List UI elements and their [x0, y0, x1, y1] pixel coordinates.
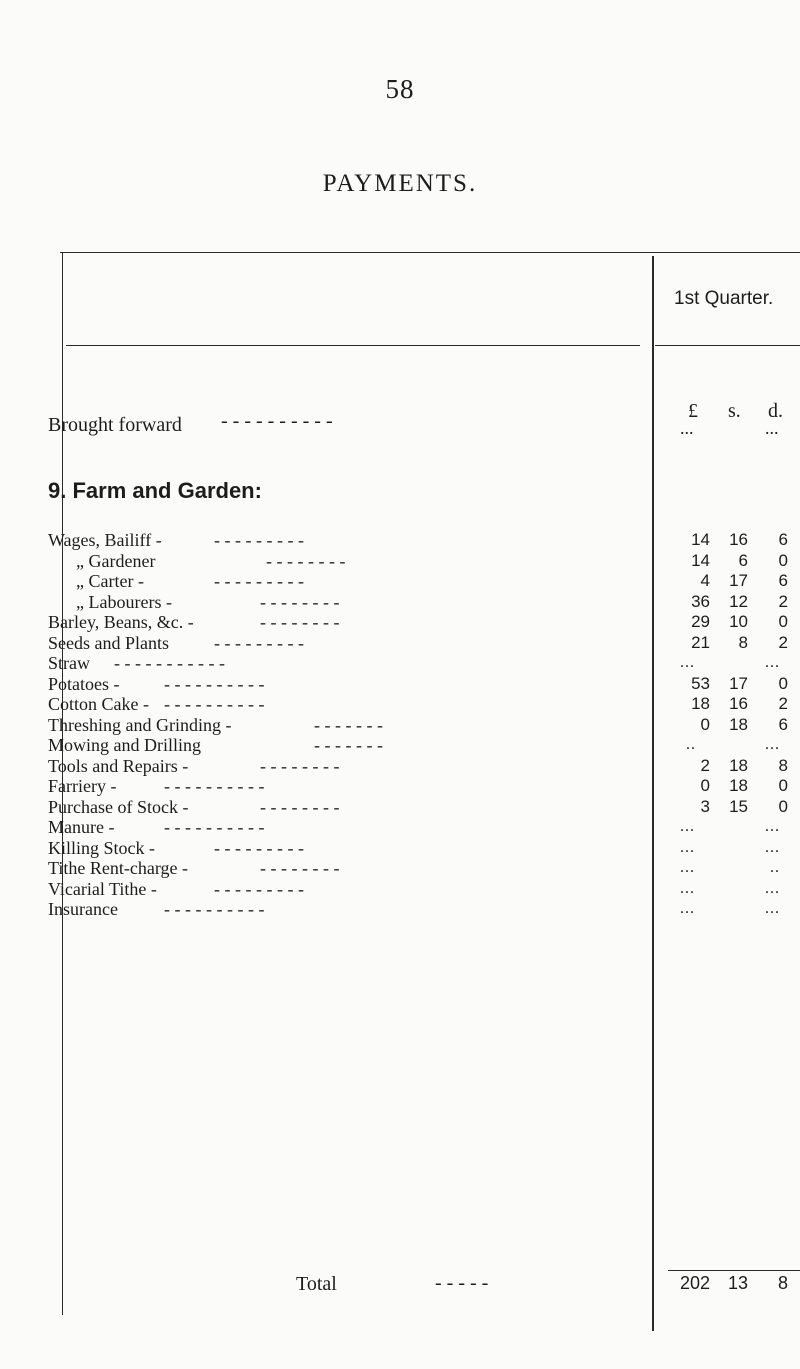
pounds-value: ... — [680, 879, 695, 897]
pence-value: 6 — [778, 530, 788, 549]
item-label: Purchase of Stock - — [48, 796, 189, 817]
table-row — [0, 797, 800, 818]
total-pence: 8 — [777, 1273, 788, 1293]
leader-dashes: - - - - - - - - - - - — [114, 653, 225, 673]
item-label: Farriery - — [48, 776, 117, 796]
shillings-value: 17 — [729, 571, 748, 590]
leader-dashes: - - - - - - - - - — [214, 878, 304, 899]
shillings-value: 16 — [729, 694, 748, 713]
table-row — [0, 694, 800, 715]
pence-value: 6 — [778, 571, 788, 590]
table-row — [0, 530, 800, 551]
page-number: 58 — [385, 74, 415, 104]
table-row — [0, 817, 800, 838]
pence-value: .. — [770, 859, 780, 876]
item-label: Insurance — [48, 899, 118, 919]
pounds-value: 21 — [691, 632, 710, 652]
item-label: Wages, Bailiff - — [48, 530, 162, 550]
leader-dashes: - - - - - - - - — [260, 755, 340, 776]
leader-dashes: - - - - - - - — [314, 714, 383, 735]
total-leader: - - - - - — [435, 1272, 489, 1294]
table-row — [0, 735, 800, 756]
leader-dashes: - - - - - - - - - - — [164, 899, 265, 919]
table-row — [0, 653, 800, 674]
item-label: Straw — [48, 653, 90, 673]
item-label: Tithe Rent-charge - — [48, 858, 188, 878]
item-label: Mowing and Drilling — [48, 735, 201, 755]
leader-dashes: - - - - - - - - - - — [164, 694, 265, 714]
pence-value: 0 — [778, 550, 788, 570]
table-row — [0, 633, 800, 654]
pounds-value: 4 — [700, 571, 710, 590]
payment-items — [0, 530, 800, 920]
item-label: Manure - — [48, 817, 115, 837]
brought-forward-label: Brought forward — [48, 414, 182, 436]
pence-value: ... — [765, 838, 780, 856]
leader-dashes: - - - - - - - - — [260, 796, 340, 817]
pence-value: ... — [765, 736, 780, 753]
pence-value: ... — [765, 900, 780, 917]
pounds-value: 29 — [691, 612, 710, 631]
pence-value: ... — [765, 654, 780, 671]
item-label: Vicarial Tithe - — [48, 878, 157, 899]
total-pounds: 202 — [679, 1273, 710, 1293]
brought-forward-leader: - - - - - - - - - - — [221, 410, 333, 432]
pence-value: 2 — [778, 591, 788, 611]
pence-unit: d. — [768, 400, 783, 422]
shillings-value: 6 — [738, 550, 748, 570]
pounds-value: 36 — [691, 591, 710, 611]
leader-dashes: - - - - - - - - — [266, 550, 346, 571]
total-shillings: 13 — [727, 1273, 748, 1293]
pence-value: 0 — [778, 612, 788, 631]
pence-value: 0 — [778, 673, 788, 693]
pence-value: 2 — [778, 694, 788, 713]
table-row — [0, 756, 800, 777]
pounds-value: 53 — [691, 673, 710, 693]
pence-value: ... — [765, 879, 780, 897]
table-row — [0, 838, 800, 859]
shillings-value: 17 — [729, 673, 748, 693]
item-label: „ Labourers - — [76, 591, 172, 612]
pounds-value: ... — [680, 900, 695, 917]
leader-dashes: - - - - - - - - - — [214, 632, 304, 653]
header-rule-right — [655, 345, 800, 346]
table-row — [0, 571, 800, 592]
leader-dashes: - - - - - - - - - - — [164, 776, 265, 796]
leader-dashes: - - - - - - - - - — [214, 837, 304, 858]
pounds-value: 14 — [691, 530, 710, 549]
table-row — [0, 551, 800, 572]
pounds-value: 2 — [700, 755, 710, 775]
table-row — [0, 879, 800, 900]
pounds-value: 18 — [691, 694, 710, 713]
leader-dashes: - - - - - - - — [314, 735, 383, 755]
leader-dashes: - - - - - - - - - — [214, 571, 304, 591]
shillings-value: 16 — [729, 530, 748, 549]
shillings-value: 12 — [729, 591, 748, 611]
pounds-value: ... — [680, 838, 695, 856]
header-rule-left — [66, 345, 640, 346]
table-row — [0, 715, 800, 736]
table-row — [0, 592, 800, 613]
pence-value: 8 — [778, 755, 788, 775]
page-title: PAYMENTS. — [322, 170, 478, 197]
shillings-value: 8 — [738, 632, 748, 652]
shillings-value: 15 — [729, 796, 748, 816]
table-top-rule — [60, 252, 800, 253]
leader-dashes: - - - - - - - - — [260, 612, 340, 632]
leader-dashes: - - - - - - - - — [260, 591, 340, 612]
section-heading: 9. Farm and Garden: — [48, 478, 262, 503]
leader-dashes: - - - - - - - - - - — [164, 817, 265, 837]
item-label: „ Carter - — [76, 571, 144, 591]
item-label: „ Gardener — [76, 550, 156, 571]
leader-dashes: - - - - - - - - — [260, 858, 340, 878]
item-label: Seeds and Plants — [48, 632, 169, 653]
table-row — [0, 899, 800, 920]
quarter-column-header: 1st Quarter. — [674, 288, 774, 309]
table-row — [0, 674, 800, 695]
pence-value: ... — [765, 818, 780, 835]
leader-dashes: - - - - - - - - - — [214, 530, 304, 550]
pounds-value: 3 — [700, 796, 710, 816]
pounds-value: ... — [680, 654, 695, 671]
shillings-value: 18 — [729, 755, 748, 775]
item-label: Threshing and Grinding - — [48, 714, 232, 735]
shillings-value: 10 — [729, 612, 748, 631]
item-label: Potatoes - — [48, 673, 120, 694]
item-label: Barley, Beans, &c. - — [48, 612, 194, 632]
pounds-unit: £ — [688, 400, 698, 422]
pounds-value: ... — [680, 859, 695, 876]
pence-value: 6 — [778, 714, 788, 734]
total-label: Total — [296, 1273, 337, 1295]
pounds-value: 0 — [700, 776, 710, 795]
shillings-value: 18 — [729, 714, 748, 734]
table-row — [0, 776, 800, 797]
item-label: Cotton Cake - — [48, 694, 149, 714]
pence-value: 2 — [778, 632, 788, 652]
item-label: Tools and Repairs - — [48, 755, 189, 776]
brought-forward-pounds: ... — [680, 418, 694, 438]
leader-dashes: - - - - - - - - - - — [164, 673, 265, 694]
pence-value: 0 — [778, 776, 788, 795]
shillings-value: 18 — [729, 776, 748, 795]
pounds-value: 14 — [691, 550, 710, 570]
total-rule — [668, 1270, 800, 1271]
table-row — [0, 858, 800, 879]
pence-value: 0 — [778, 796, 788, 816]
item-label: Killing Stock - — [48, 837, 155, 858]
pounds-value: 0 — [700, 714, 710, 734]
shillings-unit: s. — [728, 400, 741, 422]
brought-forward-pence: ... — [765, 418, 779, 438]
pounds-value: .. — [686, 736, 696, 753]
pounds-value: ... — [680, 818, 695, 835]
table-row — [0, 612, 800, 633]
